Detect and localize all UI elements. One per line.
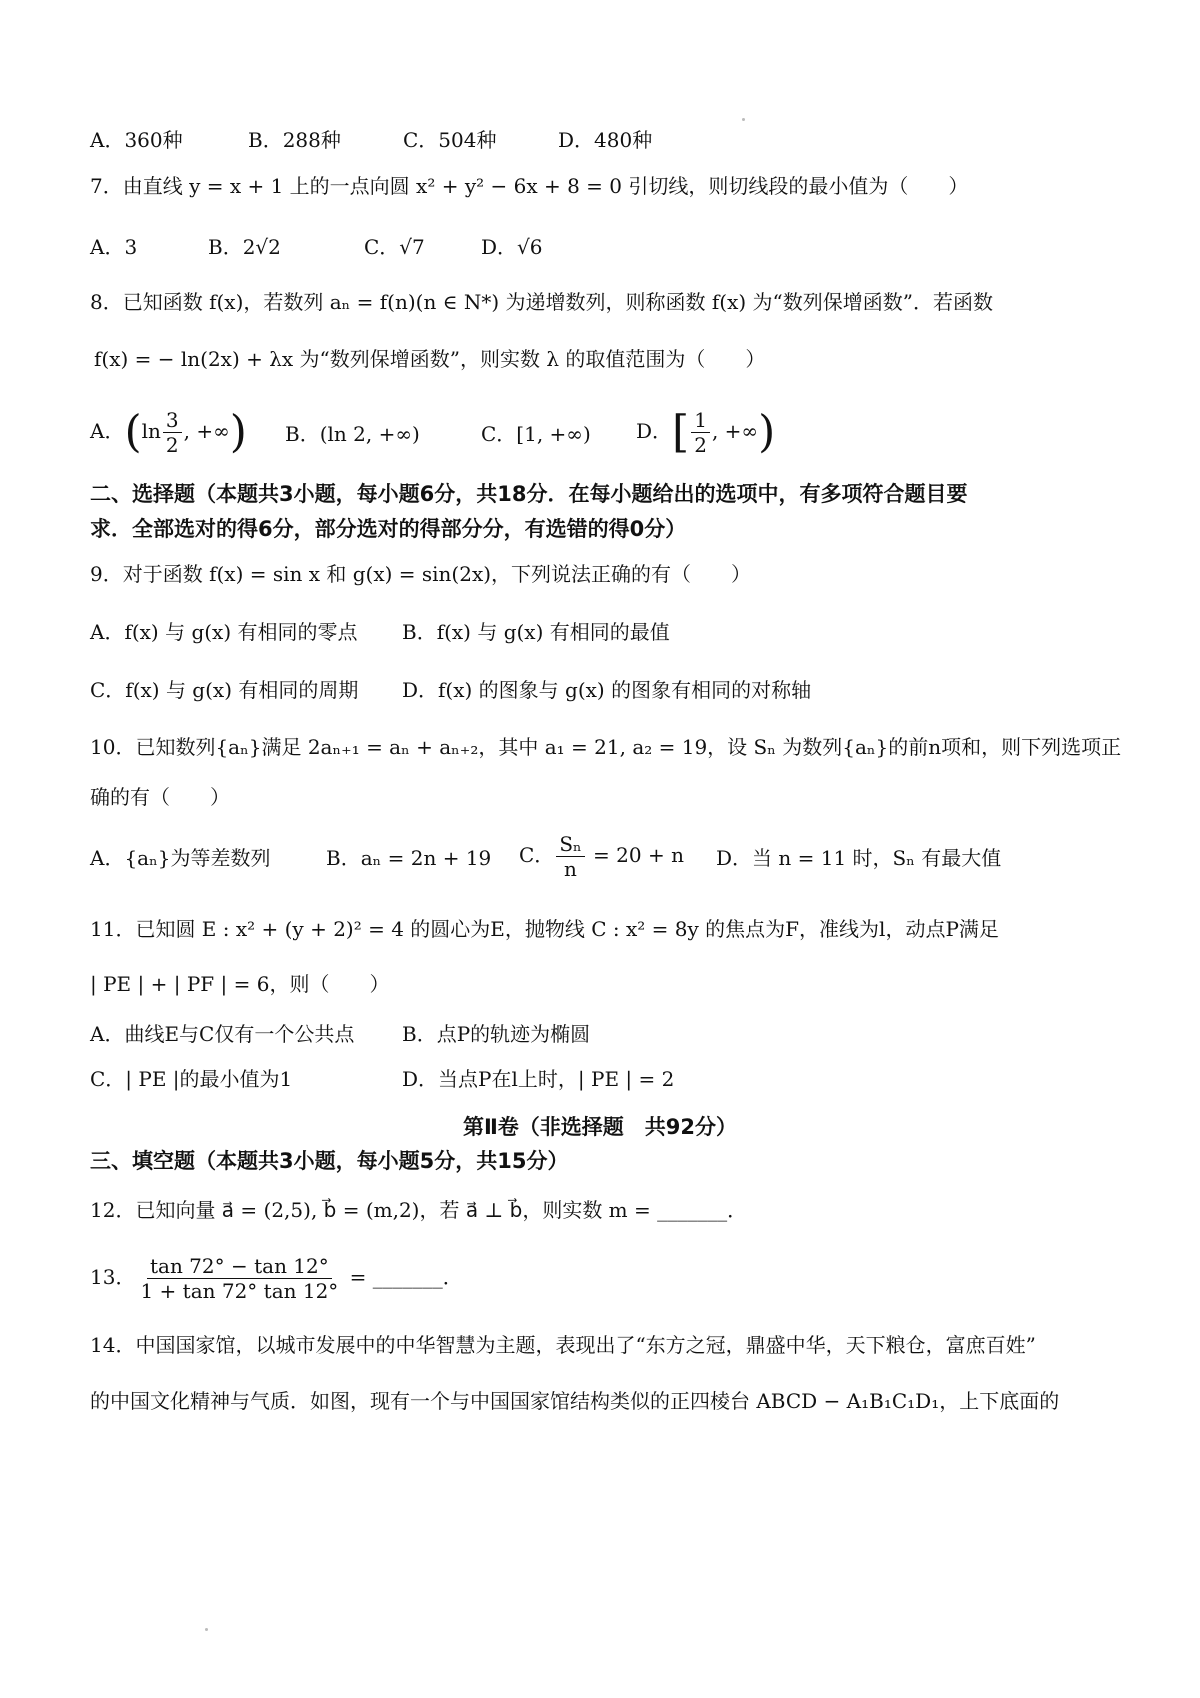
q13-fraction — [137, 1254, 341, 1303]
q10-option-b: B．aₙ = 2n + 19 — [326, 846, 492, 870]
q7-option-d: D．√6 — [481, 235, 543, 259]
q10-option-c-label: C． — [519, 843, 555, 867]
q6-option-a: A．360种 — [90, 128, 183, 152]
q8-option-d-denominator: 2 — [694, 433, 707, 457]
q8-option-a-fraction — [163, 408, 182, 457]
q9-option-a: A．f(x) 与 g(x) 有相同的零点 — [90, 620, 358, 644]
q8-option-c: C．[1, +∞) — [481, 422, 591, 446]
q11-stem-line1: 11．已知圆 E : x² + (y + 2)² = 4 的圆心为E，抛物线 C : x² = 8y 的焦点为F，准线为l，动点P满足 — [90, 917, 999, 941]
q8-option-a-label: A． — [90, 419, 125, 443]
q11-option-b: B．点P的轨迹为椭圆 — [402, 1022, 591, 1046]
q8-stem-line2: f(x) = − ln(2x) + λx 为“数列保增函数”，则实数 λ 的取值范围为（ ） — [94, 347, 766, 371]
q9-option-b: B．f(x) 与 g(x) 有相同的最值 — [402, 620, 670, 644]
section-2-heading-line1: 二、选择题（本题共3小题，每小题6分，共18分．在每小题给出的选项中，有多项符合题目要 — [90, 482, 968, 506]
q11-option-c: C．| PE |的最小值为1 — [90, 1067, 293, 1091]
q8-option-d-label: D． — [636, 419, 673, 443]
scan-dot — [742, 118, 745, 121]
section-2-heading-line2: 求．全部选对的得6分，部分选对的得部分分，有选错的得0分） — [90, 517, 687, 541]
q11-option-d: D．当点P在l上时，| PE | = 2 — [402, 1067, 675, 1091]
q8-option-d-fraction — [691, 408, 710, 457]
q8-option-b: B．(ln 2, +∞) — [285, 422, 420, 446]
q8-option-a-tail: , +∞ — [183, 419, 230, 443]
q8-stem-line1: 8．已知函数 f(x)，若数列 aₙ = f(n)(n ∈ N*) 为递增数列，则称函数 f(x) 为“数列保增函数”．若函数 — [90, 290, 993, 314]
q6-option-b: B．288种 — [248, 128, 341, 152]
q8-option-d-tail: , +∞ — [711, 419, 759, 443]
q7-option-a: A．3 — [90, 235, 138, 259]
q9-option-d: D．f(x) 的图象与 g(x) 的图象有相同的对称轴 — [402, 678, 812, 702]
q10-option-c-fraction — [556, 832, 584, 881]
q9-option-c: C．f(x) 与 g(x) 有相同的周期 — [90, 678, 359, 702]
q10-option-c-numerator: Sₙ — [556, 832, 584, 857]
q11-stem-line2: | PE | + | PF | = 6，则（ ） — [90, 972, 390, 996]
section-3-heading: 三、填空题（本题共3小题，每小题5分，共15分） — [90, 1149, 569, 1173]
q8-option-d: D．[ $\frac{1}{2}$ , +∞) — [636, 406, 776, 458]
q6-option-d: D．480种 — [558, 128, 653, 152]
q13-stem — [90, 1254, 463, 1303]
q13-tail: = _______． — [343, 1265, 463, 1289]
q6-option-c: C．504种 — [403, 128, 497, 152]
q10-option-d: D．当 n = 11 时，Sₙ 有最大值 — [716, 846, 1002, 870]
q8-option-a-denominator: 2 — [165, 433, 179, 457]
q10-stem-line2: 确的有（ ） — [90, 785, 230, 809]
q14-stem-line2: 的中国文化精神与气质．如图，现有一个与中国国家馆结构类似的正四棱台 ABCD − A₁B₁C₁D₁，上下底面的 — [90, 1389, 1060, 1413]
q14-stem-line1: 14．中国国家馆，以城市发展中的中华智慧为主题，表现出了“东方之冠，鼎盛中华，天下粮仓，富庶百姓” — [90, 1333, 1036, 1357]
q11-option-a: A．曲线E与C仅有一个公共点 — [90, 1022, 355, 1046]
q7-option-b: B．2√2 — [208, 235, 281, 259]
q7-stem: 7．由直线 y = x + 1 上的一点向圆 x² + y² − 6x + 8 = 0 引切线，则切线段的最小值为（ ） — [90, 174, 969, 198]
q10-option-c-denominator: n — [564, 857, 577, 881]
scan-dot — [205, 1628, 208, 1631]
q10-option-c — [519, 832, 684, 881]
part-2-title: 第Ⅱ卷（非选择题 共92分） — [462, 1115, 738, 1139]
q8-option-a-ln: ln — [141, 419, 161, 443]
q8-option-d-numerator: 1 — [691, 408, 710, 433]
q9-stem: 9．对于函数 f(x) = sin x 和 g(x) = sin(2x)，下列说法正确的有（ ） — [90, 562, 752, 586]
q13-label: 13． — [90, 1265, 136, 1289]
q7-option-c: C．√7 — [364, 235, 425, 259]
q10-option-c-tail: = 20 + n — [586, 843, 684, 867]
q8-option-a: A．(ln $\frac{3}{2}$ , +∞) — [90, 406, 247, 458]
q13-denominator: 1 + tan 72° tan 12° — [140, 1279, 339, 1303]
q13-numerator: tan 72° − tan 12° — [147, 1254, 332, 1279]
q8-option-a-numerator: 3 — [163, 408, 182, 433]
q12-stem: 12．已知向量 a⃗ = (2,5), b⃗ = (m,2)，若 a⃗ ⊥ b⃗，则实数 m = _______． — [90, 1198, 748, 1222]
q10-stem-line1: 10．已知数列{aₙ}满足 2aₙ₊₁ = aₙ + aₙ₊₂，其中 a₁ = 21, a₂ = 19，设 Sₙ 为数列{aₙ}的前n项和，则下列选项正 — [90, 735, 1122, 759]
q10-option-a: A．{aₙ}为等差数列 — [90, 846, 271, 870]
